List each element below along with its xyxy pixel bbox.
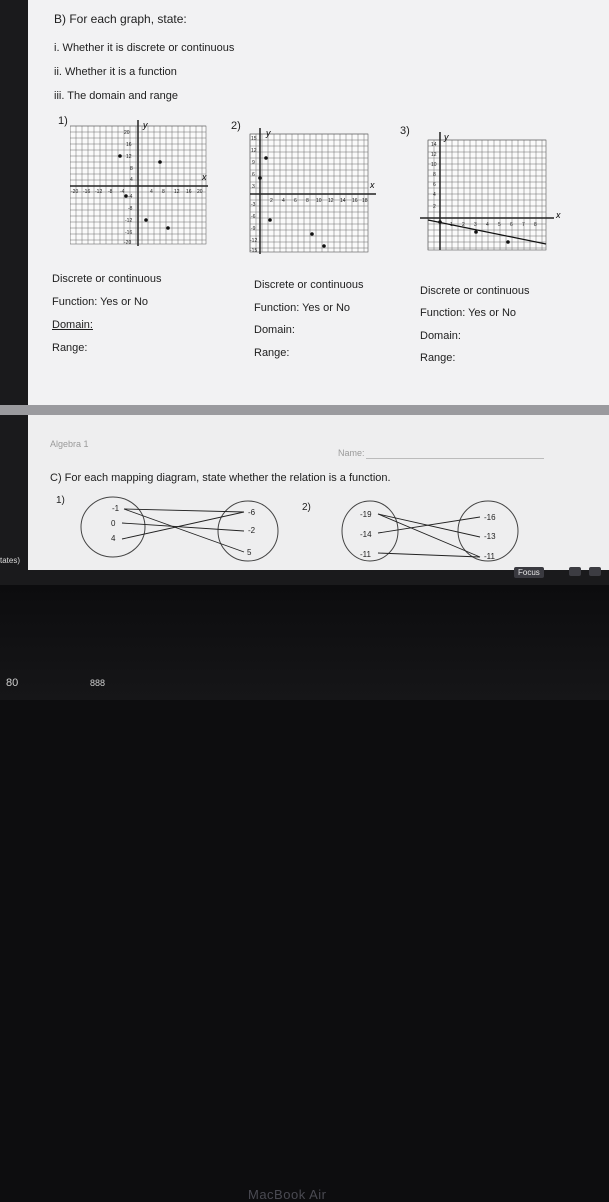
instruction-ii: ii. Whether it is a function: [54, 66, 177, 78]
graph-2-x-label: x: [370, 180, 375, 190]
g3-ytick: 10: [431, 162, 437, 168]
g2-xtick: 6: [294, 198, 297, 204]
g2-xtick: 14: [340, 198, 346, 204]
g1-ytick: 4: [130, 177, 133, 183]
g1-xtick: 16: [186, 189, 192, 195]
g3-ytick: 12: [431, 152, 437, 158]
map2-arrow: [378, 514, 480, 537]
g1-xtick: -16: [83, 189, 91, 195]
graph-3-x-label: x: [556, 210, 561, 220]
graph-2-point: [322, 244, 326, 248]
map1-range-value: 5: [247, 548, 252, 557]
graph-2-domain: Domain:: [254, 324, 295, 336]
g3-ytick: 8: [433, 172, 436, 178]
graph-2-point: [264, 156, 268, 160]
g3-xtick: 4: [486, 222, 489, 228]
g2-ytick: -15: [250, 248, 258, 254]
worksheet-page-top: [28, 0, 609, 405]
graph-1-y-label: y: [143, 120, 148, 130]
g3-xtick: 8: [534, 222, 537, 228]
g2-xtick: 16: [352, 198, 358, 204]
key-launchpad: 888: [90, 678, 106, 688]
graph-3-point: [506, 240, 510, 244]
graph-1-type: Discrete or continuous: [52, 273, 162, 285]
g1-ytick: -16: [125, 230, 133, 236]
g1-ytick: 12: [126, 154, 132, 160]
graph-3-domain: Domain:: [420, 330, 461, 342]
graph-1-point: [158, 160, 162, 164]
g1-xtick: 4: [150, 189, 153, 195]
g1-xtick: -4: [120, 189, 125, 195]
map1-domain-value: 0: [111, 519, 116, 528]
g2-ytick: -3: [251, 202, 256, 208]
graph-2: [240, 128, 380, 258]
graph-1-x-label: x: [202, 172, 207, 182]
graph-number-2: 2): [231, 120, 241, 132]
graph-2-type: Discrete or continuous: [254, 279, 364, 291]
g3-ytick: 2: [433, 204, 436, 210]
g2-xtick: 10: [316, 198, 322, 204]
graph-3-range: Range:: [420, 352, 456, 364]
section-b-heading: B) For each graph, state:: [54, 12, 187, 26]
map1-range-value: -2: [248, 526, 256, 535]
page-divider: [0, 405, 609, 415]
g2-ytick: -12: [250, 238, 258, 244]
graph-1: [70, 120, 210, 250]
instruction-i: i. Whether it is discrete or continuous: [54, 42, 235, 54]
graph-number-1: 1): [58, 115, 68, 127]
map2-range-value: -16: [484, 513, 496, 522]
graph-1-range: Range:: [52, 342, 88, 354]
map2-arrow: [378, 553, 480, 557]
brand-label: MacBook Air: [248, 1187, 327, 1202]
graph-3-point: [474, 230, 478, 234]
focus-button[interactable]: Focus: [514, 567, 544, 578]
settings-icon[interactable]: [589, 567, 601, 576]
g2-ytick: 15: [251, 136, 257, 142]
laptop-bezel: [0, 585, 609, 1202]
g1-ytick: -8: [128, 206, 133, 212]
taskbar-left-text: tates): [0, 556, 21, 565]
g2-xtick: 18: [362, 198, 368, 204]
graph-1-point: [166, 226, 170, 230]
graph-2-point: [258, 176, 262, 180]
worksheet-page-bottom: [28, 415, 609, 570]
g1-xtick: -12: [95, 189, 103, 195]
map2-domain-value: -19: [360, 510, 372, 519]
name-line: [366, 458, 544, 459]
g2-ytick: -6: [251, 214, 256, 220]
g2-ytick: 12: [251, 148, 257, 154]
course-label: Algebra 1: [50, 439, 89, 449]
map2-arrow: [378, 514, 480, 557]
g1-xtick: 8: [162, 189, 165, 195]
g3-xtick: 5: [498, 222, 501, 228]
graph-1-domain: Domain:: [52, 319, 93, 331]
g2-xtick: 12: [328, 198, 334, 204]
screen: [0, 0, 609, 585]
g2-xtick: 4: [282, 198, 285, 204]
graph-1-point: [124, 194, 128, 198]
g2-ytick: 6: [252, 172, 255, 178]
map2-domain-value: -14: [360, 530, 372, 539]
g1-ytick: -4: [128, 194, 133, 200]
graph-1-point: [144, 218, 148, 222]
g1-ytick: 8: [130, 166, 133, 172]
map-number-2: 2): [302, 502, 311, 513]
g2-ytick: 3: [252, 184, 255, 190]
map1-arrow: [124, 509, 244, 552]
section-c-heading: C) For each mapping diagram, state whether the relation is a function.: [50, 472, 391, 484]
graph-1-point: [118, 154, 122, 158]
g1-xtick: -20: [71, 189, 79, 195]
map-number-1: 1): [56, 495, 65, 506]
graph-3: [414, 132, 564, 252]
mapping-diagram-2: [318, 497, 558, 570]
g2-xtick: 8: [306, 198, 309, 204]
graph-2-range: Range:: [254, 347, 290, 359]
graph-2-y-label: y: [266, 128, 271, 138]
g3-xtick: 6: [510, 222, 513, 228]
g3-xtick: 7: [522, 222, 525, 228]
g3-ytick: 4: [433, 192, 436, 198]
g3-ytick: 14: [431, 142, 437, 148]
grid-icon[interactable]: [569, 567, 581, 576]
g3-xtick: 3: [474, 222, 477, 228]
g2-ytick: 9: [252, 160, 255, 166]
graph-3-y-label: y: [444, 132, 449, 142]
map2-domain-value: -11: [360, 550, 371, 559]
instruction-iii: iii. The domain and range: [54, 90, 178, 102]
graph-1-function: Function: Yes or No: [52, 296, 149, 308]
g1-ytick: 20: [124, 130, 130, 136]
map1-arrow: [122, 512, 244, 539]
g1-ytick: 16: [126, 142, 132, 148]
map2-range-value: -11: [484, 552, 495, 561]
g2-ytick: -9: [251, 226, 256, 232]
graph-3-function: Function: Yes or No: [420, 307, 517, 319]
graph-number-3: 3): [400, 125, 410, 137]
key-f3: 80: [6, 677, 19, 689]
g2-xtick: 2: [270, 198, 273, 204]
mapping-diagram-1: [68, 495, 288, 570]
name-label: Name:: [338, 448, 365, 458]
g1-xtick: 12: [174, 189, 180, 195]
g1-xtick: -8: [108, 189, 113, 195]
graph-2-function: Function: Yes or No: [254, 302, 351, 314]
graph-2-point: [268, 218, 272, 222]
map1-domain-value: -1: [112, 504, 120, 513]
graph-2-point: [310, 232, 314, 236]
g1-ytick: -12: [125, 218, 133, 224]
g1-ytick: -20: [124, 240, 132, 246]
map1-domain-value: 4: [111, 534, 116, 543]
g3-ytick: 6: [433, 182, 436, 188]
map1-range-value: -6: [248, 508, 256, 517]
g3-xtick: 2: [462, 222, 465, 228]
map2-range-value: -13: [484, 532, 496, 541]
g1-xtick: 20: [197, 189, 203, 195]
graph-3-type: Discrete or continuous: [420, 285, 530, 297]
map2-arrow: [378, 517, 480, 533]
